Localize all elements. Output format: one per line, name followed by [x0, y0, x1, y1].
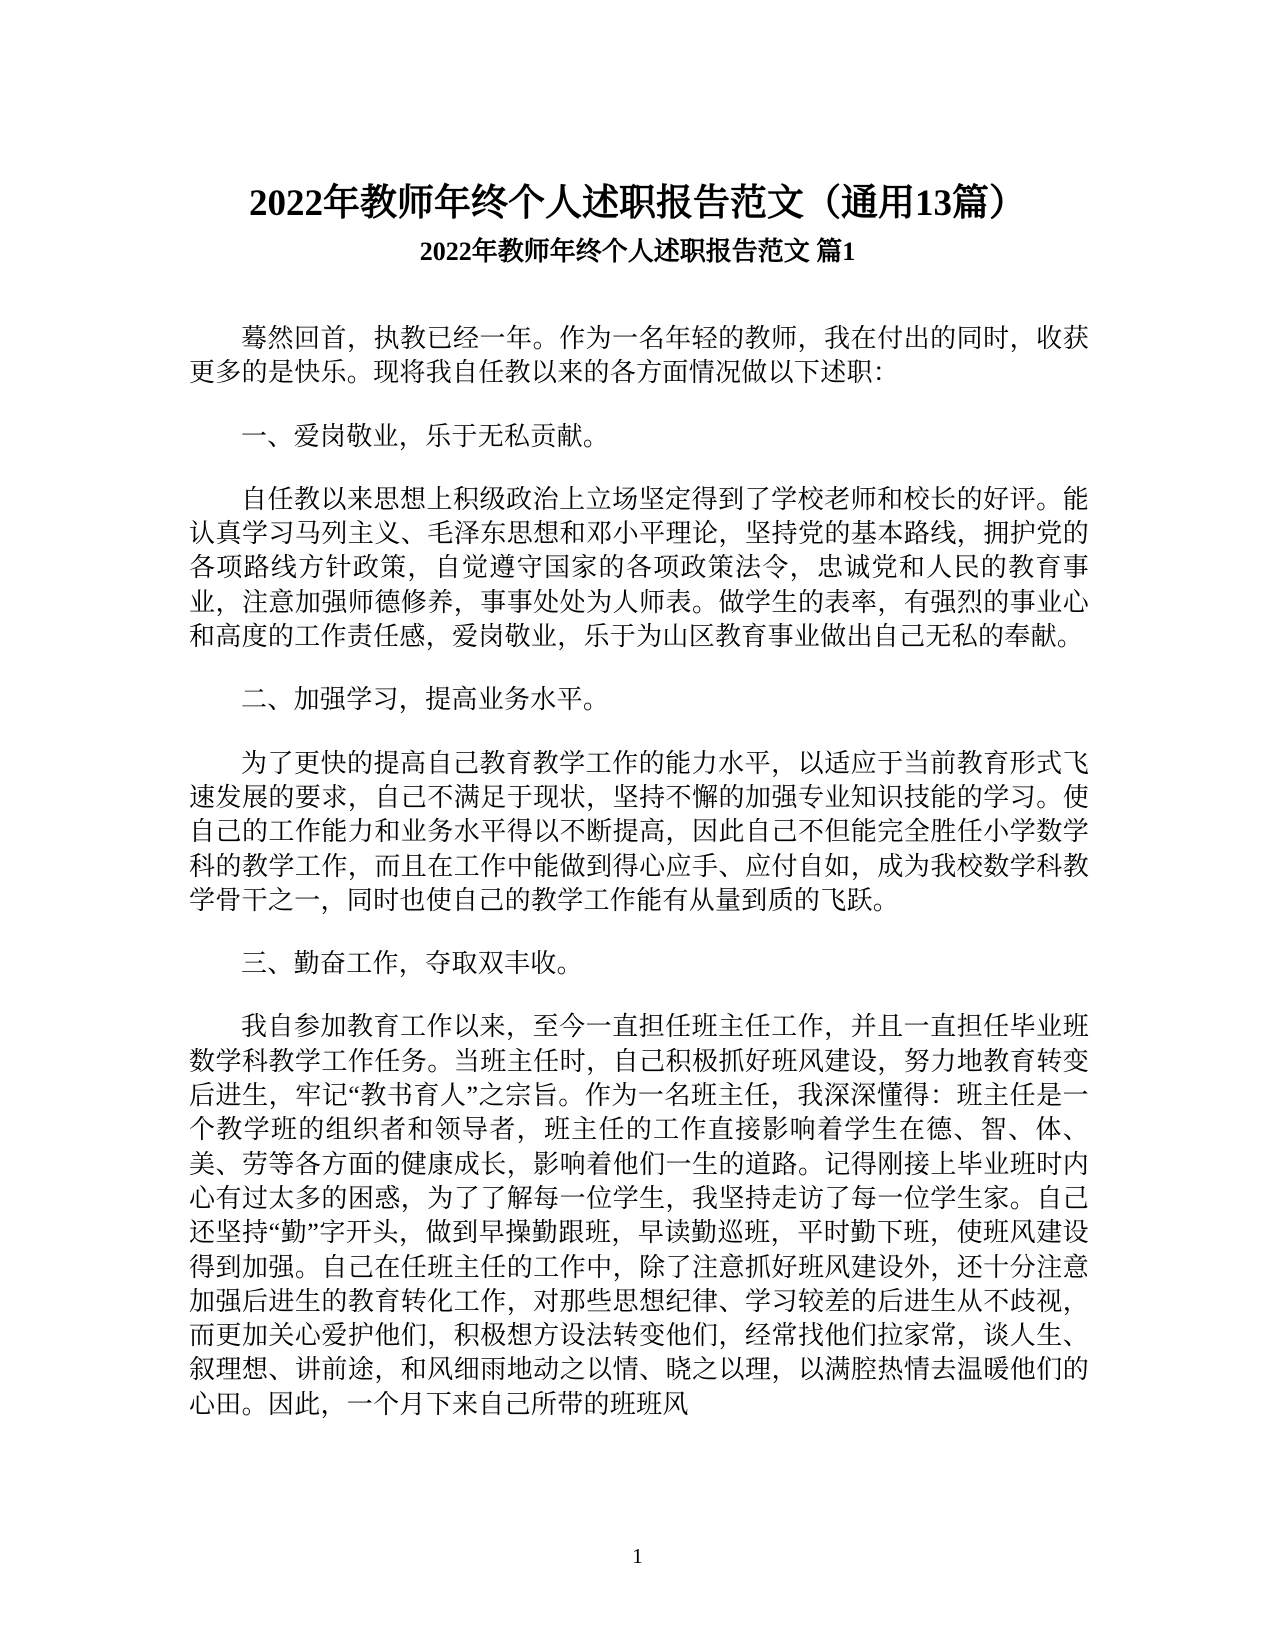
- paragraph-2: 为了更快的提高自己教育教学工作的能力水平，以适应于当前教育形式飞速发展的要求，自己不满足于现状，坚持不懈的加强专业知识技能的学习。使自己的工作能力和业务水平得以不断提高，因此自己不但能完全胜任小学数学科的教学工作，而且在工作中能做到得心应手、应付自如，成为我校数学科教学骨干之一，同时也使自己的教学工作能有从量到质的飞跃。: [189, 748, 1089, 915]
- section-title: 2022年教师年终个人述职报告范文 篇1: [419, 237, 856, 266]
- paragraph-1: 自任教以来思想上积级政治上立场坚定得到了学校老师和校长的好评。能认真学习马列主义、毛泽东思想和邓小平理论，坚持党的基本路线，拥护党的各项路线方针政策，自觉遵守国家的各项政策法令，忠诚党和人民的教育事业，注意加强师德修养，事事处处为人师表。做学生的表率，有强烈的事业心和高度的工作责任感，爱岗敬业，乐于为山区教育事业做出自己无私的奉献。: [189, 484, 1089, 652]
- page-number: 1: [632, 1544, 643, 1568]
- subheading-1: 一、爱岗敬业，乐于无私贡献。: [241, 421, 610, 451]
- document-title: 2022年教师年终个人述职报告范文（通用13篇）: [249, 183, 1026, 224]
- subheading-2: 二、加强学习，提高业务水平。: [241, 685, 610, 715]
- subheading-3: 三、勤奋工作，夺取双丰收。: [241, 949, 583, 979]
- document-body: [189, 322, 1089, 1451]
- paragraph-intro: 蓦然回首，执教已经一年。作为一名年轻的教师，我在付出的同时，收获更多的是快乐。现将我自任教以来的各方面情况做以下述职：: [189, 324, 1089, 388]
- paragraph-3: 我自参加教育工作以来，至今一直担任班主任工作，并且一直担任毕业班数学科教学工作任务。当班主任时，自己积极抓好班风建设，努力地教育转变后进生，牢记“教书育人”之宗旨。作为一名班主任，我深深懂得：班主任是一个教学班的组织者和领导者，班主任的工作直接影响着学生在德、智、体、美、劳等各方面的健康成长，影响着他们一生的道路。记得刚接上毕业班时内心有过太多的困惑，为了了解每一位学生，我坚持走访了每一位学生家。自己还坚持“勤”字开头，做到早操勤跟班，早读勤巡班，平时勤下班，使班风建设得到加强。自己在任班主任的工作中，除了注意抓好班风建设外，还十分注意加强后进生的教育转化工作，对那些思想纪律、学习较差的后进生从不歧视，而更加关心爱护他们，积极想方设法转变他们，经常找他们拉家常，谈人生、叙理想、讲前途，和风细雨地动之以情、晓之以理，以满腔热情去温暖他们的心田。因此，一个月下来自己所带的班班风: [189, 1012, 1089, 1419]
